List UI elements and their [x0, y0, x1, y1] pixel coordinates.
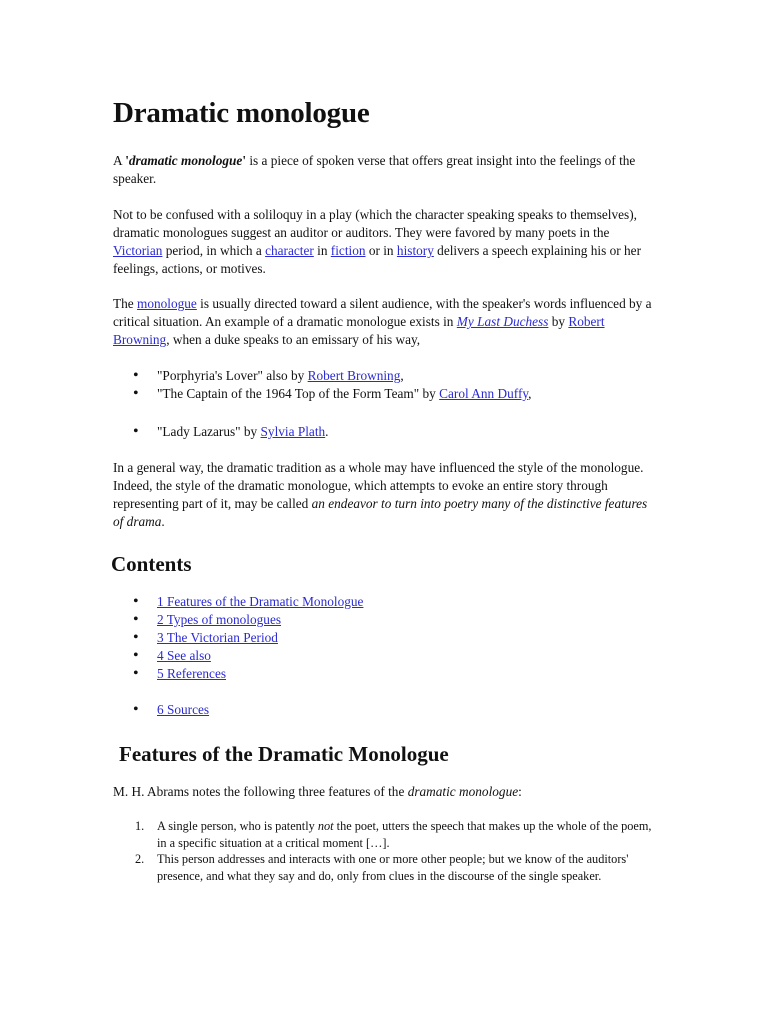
fiction-link[interactable]: fiction: [330, 243, 366, 258]
example-text: "Lady Lazarus" by: [157, 424, 261, 439]
list-item: [113, 423, 658, 441]
audience-text-2: is usually directed toward a silent audience, with the speaker's words influenced by a critical situation. An example of a dramatic monologue exists in: [113, 296, 652, 329]
features-intro-italic: dramatic monologue: [407, 784, 519, 799]
features-intro: [113, 783, 658, 801]
victorian-link[interactable]: Victorian: [113, 243, 163, 258]
tradition-italic: an endeavor to turn into poetry many of the distinctive features of drama: [113, 496, 648, 529]
intro-quote-open: ': [125, 153, 129, 168]
audience-text-3: by: [548, 314, 569, 329]
list-number: 2.: [135, 852, 145, 866]
contents-link-types[interactable]: 2 Types of monologues: [157, 612, 282, 627]
monologue-link[interactable]: monologue: [137, 296, 197, 311]
soliloquy-text-1: Not to be confused with a soliloquy in a play (which the character speaking speaks to themselves), dramatic monologues suggest an auditor or auditors. They were favored by many poets in the: [113, 207, 637, 240]
features-list: [113, 818, 658, 884]
page-title: Dramatic monologue: [113, 97, 370, 129]
soliloquy-text-2: period, in which a: [162, 243, 266, 258]
example-punct: ,: [400, 368, 404, 383]
audience-text-4: , when a duke speaks to an emissary of his way,: [166, 332, 421, 347]
example-author-link[interactable]: Sylvia Plath: [260, 424, 326, 439]
example-author-link[interactable]: Robert Browning: [307, 368, 401, 383]
tradition-paragraph: [113, 459, 658, 531]
examples-list-extra: [113, 423, 658, 441]
contents-item: [113, 647, 658, 665]
contents-link-features[interactable]: 1 Features of the Dramatic Monologue: [157, 594, 364, 609]
list-number: 1.: [135, 819, 145, 833]
soliloquy-text-4: or in: [365, 243, 397, 258]
contents-heading: Contents: [111, 552, 192, 576]
contents-list-extra: [113, 701, 658, 719]
contents-item: [113, 611, 658, 629]
example-text: "Porphyria's Lover" also by: [157, 368, 308, 383]
list-item: [113, 367, 658, 385]
feature-text-1: This person addresses and interacts with one or more other people; but we know of the auditors' presence, and what they say and do, only from clues in the discourse of the single speaker.: [157, 852, 629, 883]
contents-item: [113, 701, 658, 719]
intro-pre: A: [113, 153, 126, 168]
example-punct: ,: [528, 386, 532, 401]
intro-term: dramatic monologue: [128, 153, 243, 168]
character-link[interactable]: character: [265, 243, 314, 258]
feature-text-2: the poet, utters the speech that makes up the whole of the poem, in a specific situation at a critical moment […].: [157, 819, 652, 850]
intro-quote-close: ': [242, 153, 247, 168]
example-author-link[interactable]: Carol Ann Duffy: [439, 386, 529, 401]
contents-item: [113, 665, 658, 683]
contents-item: [113, 593, 658, 611]
list-item: [113, 385, 658, 403]
soliloquy-text-3: in: [313, 243, 331, 258]
my-last-duchess-link[interactable]: My Last Duchess: [456, 314, 549, 329]
list-item: [113, 851, 658, 884]
features-intro-text-1: M. H. Abrams notes the following three features of the: [113, 784, 408, 799]
examples-list: [113, 367, 658, 403]
tradition-text-1: In a general way, the dramatic tradition as a whole may have influenced the style of the monologue. Indeed, the style of the dramatic monologue, which attempts to evoke an entire story through representing part of it, may be called: [113, 460, 644, 511]
soliloquy-text-5: delivers a speech explaining his or her feelings, actions, or motives.: [113, 243, 641, 276]
contents-item: [113, 629, 658, 647]
intro-post: is a piece of spoken verse that offers great insight into the feelings of the speaker.: [113, 153, 636, 186]
contents-link-sources[interactable]: 6 Sources: [157, 702, 210, 717]
feature-italic: not: [317, 819, 334, 833]
list-item: [113, 818, 658, 851]
contents-list: [113, 593, 658, 683]
audience-text-1: The: [113, 296, 137, 311]
example-punct: .: [325, 424, 329, 439]
feature-text-1: A single person, who is patently: [157, 819, 318, 833]
intro-paragraph: [113, 152, 658, 188]
contents-link-victorian[interactable]: 3 The Victorian Period: [157, 630, 278, 645]
features-heading: Features of the Dramatic Monologue: [119, 742, 449, 766]
history-link[interactable]: history: [396, 243, 434, 258]
example-text: "The Captain of the 1964 Top of the Form Team" by: [157, 386, 440, 401]
features-intro-text-2: :: [518, 784, 522, 799]
soliloquy-paragraph: [113, 206, 658, 278]
robert-browning-link[interactable]: Robert Browning: [113, 314, 605, 347]
tradition-text-2: .: [161, 514, 165, 529]
contents-link-references[interactable]: 5 References: [157, 666, 227, 681]
audience-paragraph: [113, 295, 658, 349]
article: [113, 96, 658, 884]
contents-link-see-also[interactable]: 4 See also: [157, 648, 211, 663]
